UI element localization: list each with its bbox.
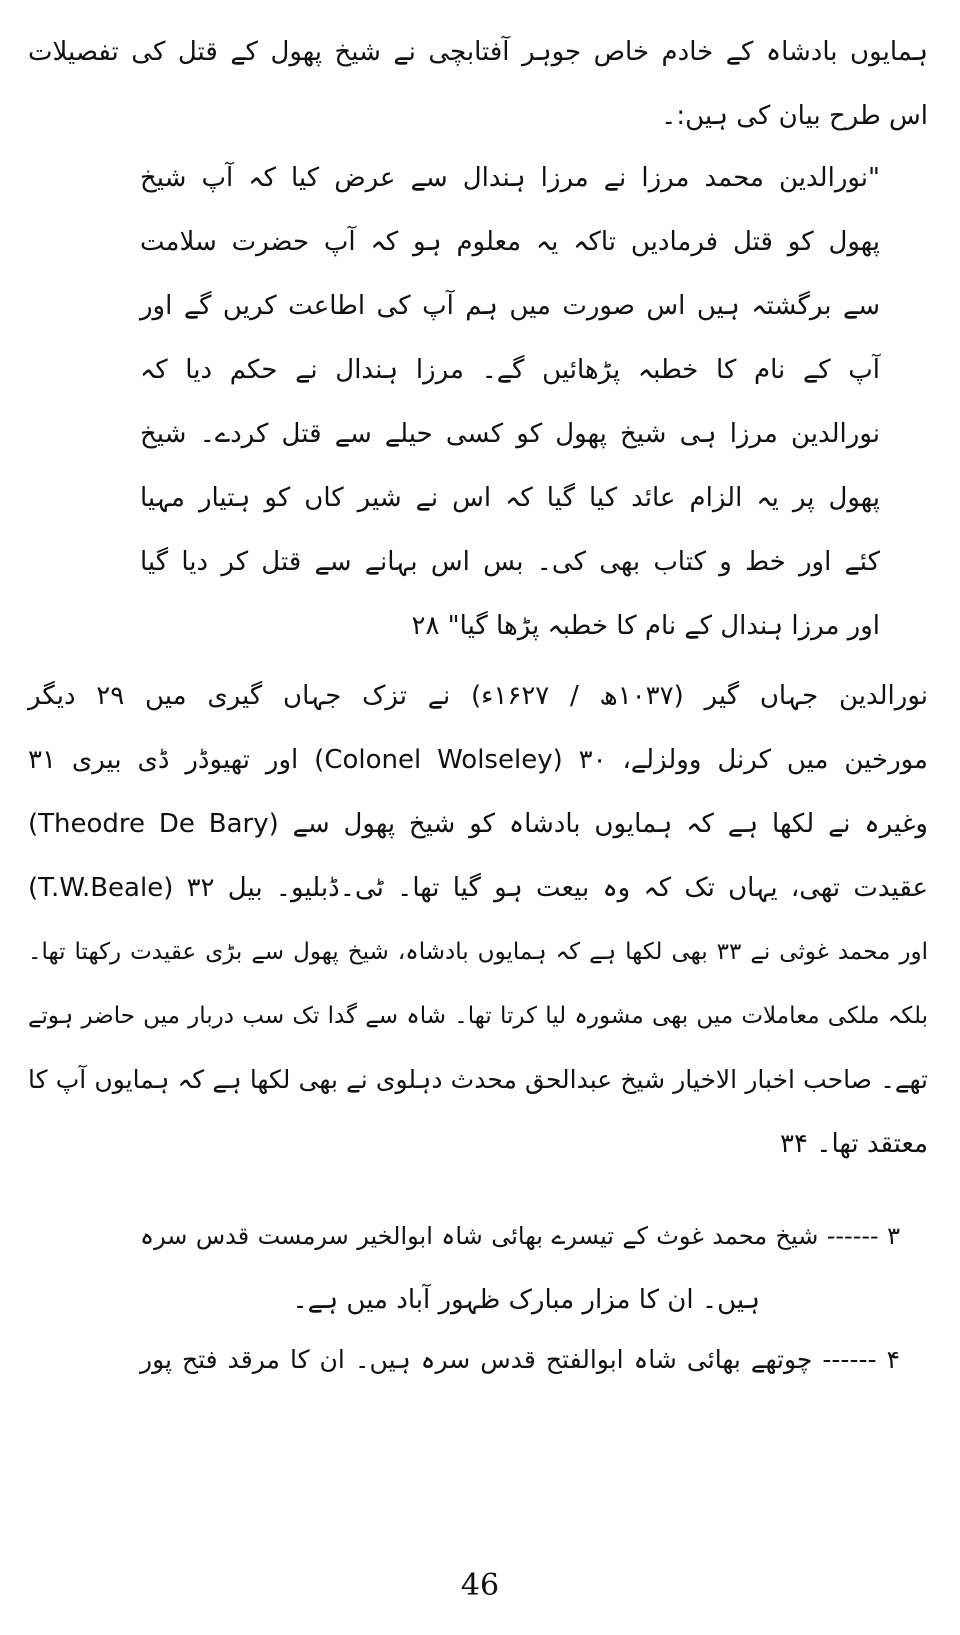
footnote-4-line-1: ۴ ------ چوتھے بھائی شاہ ابوالفتح قدس سرہ ہیں۔ ان کا مرقد فتح پور	[140, 1345, 900, 1374]
quote-line-1: "نورالدین محمد مرزا نے مرزا ہندال سے عرض کیا کہ آپ شیخ	[140, 163, 880, 193]
page-number: 46	[460, 1568, 500, 1603]
body-line-2: مورخین میں کرنل وولزلے، ۳۰ (Colonel Wolseley) اور تھیوڈر ڈی بیری ۳۱	[28, 745, 928, 775]
quote-line-8: اور مرزا ہندال کے نام کا خطبہ پڑھا گیا" ۲۸	[411, 611, 880, 641]
footnote-3-line-1: ۳ ------ شیخ محمد غوث کے تیسرے بھائی شاہ ابوالخیر سرمست قدس سرہ	[140, 1222, 900, 1250]
quote-line-6: پھول پر یہ الزام عائد کیا گیا کہ اس نے شیر کاں کو ہتیار مہیا	[140, 483, 880, 513]
quote-line-3: سے برگشتہ ہیں اس صورت میں ہم آپ کی اطاعت کریں گے اور	[140, 291, 880, 321]
quote-line-7: کئے اور خط و کتاب بھی کی۔ بس اس بہانے سے قتل کر دیا گیا	[140, 547, 880, 577]
quote-line-5: نورالدین مرزا ہی شیخ پھول کو کسی حیلے سے قتل کردے۔ شیخ	[140, 419, 880, 449]
intro-line-1: ہمایوں بادشاہ کے خادم خاص جوہر آفتابچی نے شیخ پھول کے قتل کی تفصیلات	[28, 37, 928, 67]
body-line-6: بلکہ ملکی معاملات میں بھی مشورہ لیا کرتا تھا۔ شاہ سے گدا تک سب دربار میں حاضر ہوتے	[28, 1003, 928, 1029]
footnote-3-line-2: ہیں۔ ان کا مزار مبارک ظہور آباد میں ہے۔	[292, 1285, 760, 1315]
body-line-7: تھے۔ صاحب اخبار الاخیار شیخ عبدالحق محدث دہلوی نے بھی لکھا ہے کہ ہمایوں آپ کا	[28, 1065, 928, 1094]
body-line-3: (Theodre De Bary) وغیرہ نے لکھا ہے کہ ہمایوں بادشاہ کو شیخ پھول سے	[28, 809, 928, 839]
body-line-4: عقیدت تھی، یہاں تک کہ وہ بیعت ہو گیا تھا۔ ٹی۔ڈبلیو۔ بیل ۳۲ (T.W.Beale)	[28, 873, 928, 903]
quote-line-2: پھول کو قتل فرمادیں تاکہ یہ معلوم ہو کہ آپ حضرت سلامت	[140, 227, 880, 257]
body-line-5: اور محمد غوثی نے ۳۳ بھی لکھا ہے کہ ہمایوں بادشاہ، شیخ پھول سے بڑی عقیدت رکھتا تھا۔	[28, 939, 928, 965]
body-line-8: معتقد تھا۔ ۳۴	[780, 1129, 928, 1159]
intro-line-2: اس طرح بیان کی ہیں:۔	[661, 101, 928, 131]
body-line-1: نورالدین جہاں گیر (۱۰۳۷ھ / ۱۶۲۷ء) نے تزک جہاں گیری میں ۲۹ دیگر	[28, 681, 928, 711]
quote-line-4: آپ کے نام کا خطبہ پڑھائیں گے۔ مرزا ہندال نے حکم دیا کہ	[140, 355, 880, 385]
